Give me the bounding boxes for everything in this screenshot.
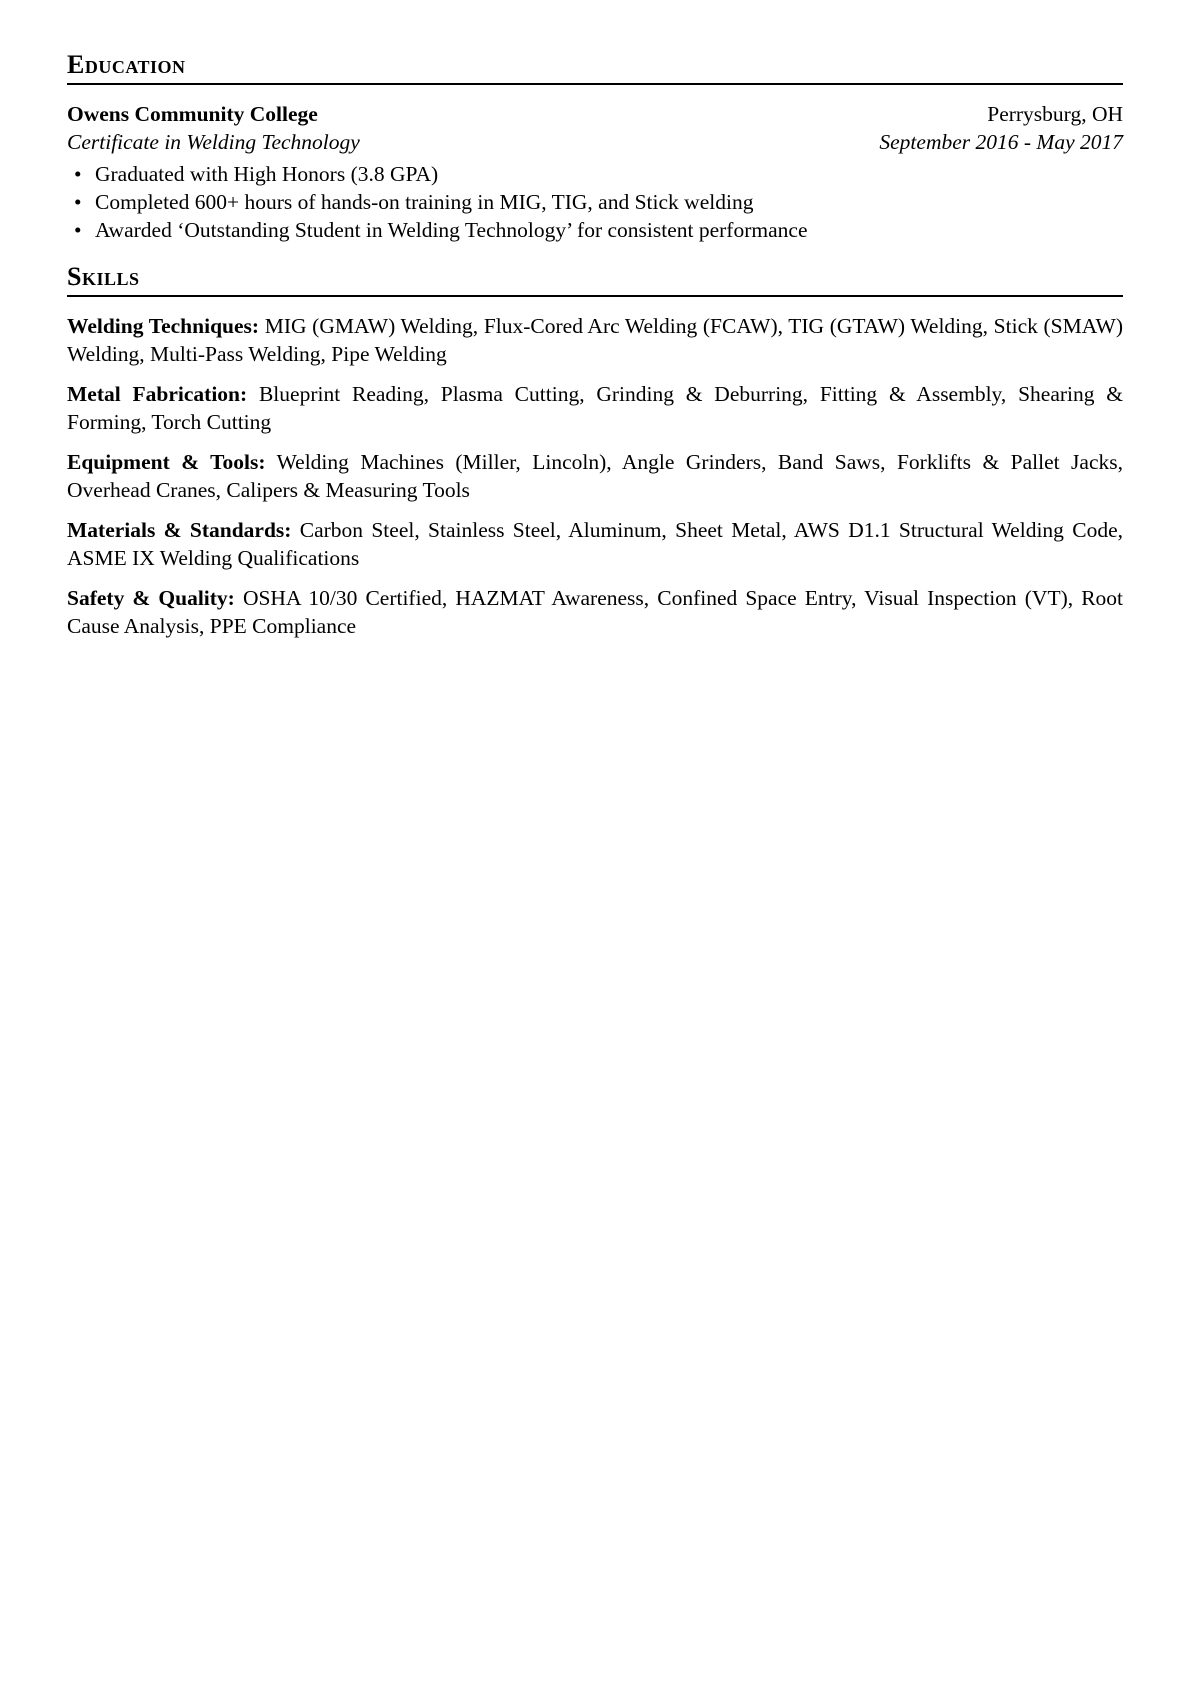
skill-category (67, 380, 1123, 436)
bullet-item (67, 188, 1123, 216)
skill-category-items: MIG (GMAW) Welding, Flux-Cored Arc Welding (FCAW), TIG (GTAW) Welding, Stick (SMAW) Welding, Multi-Pass Welding, Pipe Welding (67, 313, 1124, 366)
skill-category-label: Equipment & Tools: (67, 449, 266, 474)
attendance-dates: September 2016 - May 2017 (879, 129, 1123, 154)
education-bullet-list (67, 160, 1123, 244)
skills-heading: Skills (67, 262, 1123, 297)
bullet-item (67, 216, 1123, 244)
skill-category (67, 448, 1123, 504)
skill-category-items: Carbon Steel, Stainless Steel, Aluminum, Sheet Metal, AWS D1.1 Structural Welding Code, ASME IX Welding Qualifications (67, 517, 1123, 570)
skill-category-label: Safety & Quality: (67, 585, 235, 610)
skill-category (67, 312, 1123, 368)
skill-category-items: Blueprint Reading, Plasma Cutting, Grinding & Deburring, Fitting & Assembly, Shearing & Forming, Torch Cutting (67, 381, 1124, 434)
degree-title: Certificate in Welding Technology (67, 129, 360, 154)
skill-category (67, 516, 1123, 572)
skill-category-label: Welding Techniques: (67, 313, 260, 338)
skill-category-label: Materials & Standards: (67, 517, 292, 542)
institution-location: Perrysburg, OH (987, 101, 1123, 126)
skill-category-items: OSHA 10/30 Certified, HAZMAT Awareness, Confined Space Entry, Visual Inspection (VT), Root Cause Analysis, PPE Compliance (67, 585, 1124, 638)
institution-name: Owens Community College (67, 101, 318, 126)
skill-category (67, 584, 1123, 640)
bullet-text: Completed 600+ hours of hands-on training in MIG, TIG, and Stick welding (95, 189, 754, 214)
education-heading: Education (67, 50, 1123, 85)
education-entry-header (67, 100, 1123, 128)
skill-category-label: Metal Fabrication: (67, 381, 248, 406)
education-section (67, 50, 1123, 244)
education-entry-subheader (67, 128, 1123, 156)
bullet-text: Awarded ‘Outstanding Student in Welding Technology’ for consistent performance (95, 217, 808, 242)
bullet-item (67, 160, 1123, 188)
skill-category-items: Welding Machines (Miller, Lincoln), Angle Grinders, Band Saws, Forklifts & Pallet Jacks, Overhead Cranes, Calipers & Measuring Tools (67, 449, 1123, 502)
bullet-text: Graduated with High Honors (3.8 GPA) (95, 161, 439, 186)
skills-section (67, 262, 1123, 640)
